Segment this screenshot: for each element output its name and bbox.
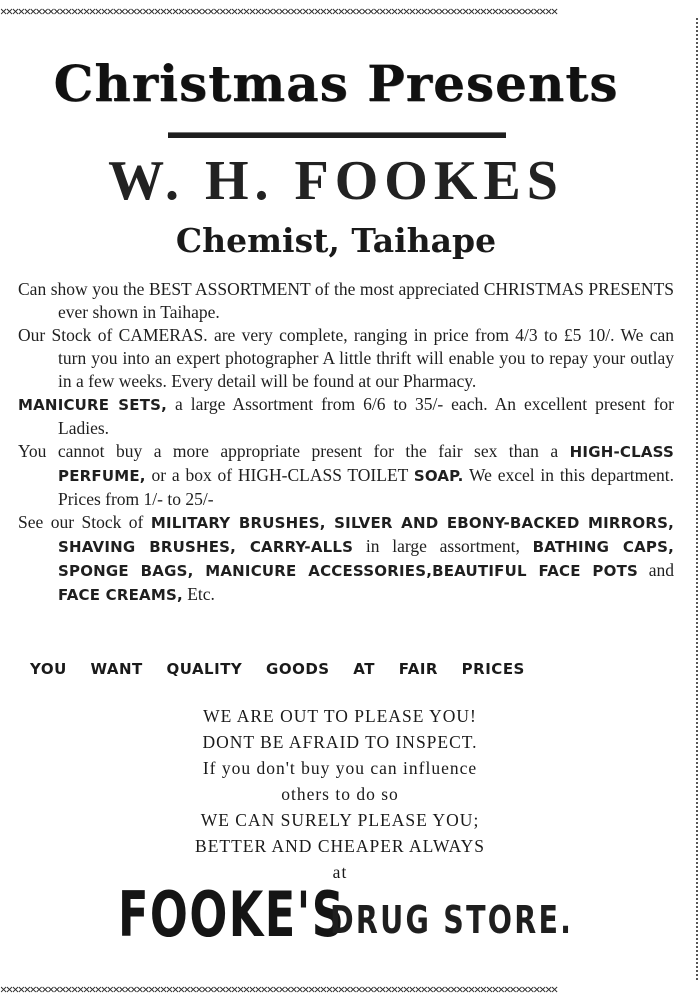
paragraph-bold-text: FACE CREAMS,: [58, 586, 183, 604]
closing-line: others to do so: [281, 784, 399, 804]
paragraph-text: or a box of HIGH-CLASS TOILET: [145, 465, 414, 485]
closing-line: at: [332, 862, 348, 882]
paragraph-text: Our Stock of: [18, 325, 119, 345]
closing-block: [0, 703, 680, 885]
paragraph-text: and: [638, 560, 674, 580]
top-border: ✕✕✕✕✕✕✕✕✕✕✕✕✕✕✕✕✕✕✕✕✕✕✕✕✕✕✕✕✕✕✕✕✕✕✕✕✕✕✕✕✕✕✕✕✕✕✕✕✕✕✕✕✕✕✕✕✕✕✕✕✕✕✕✕✕✕✕✕✕✕✕✕✕✕✕✕✕✕✕✕✕✕✕✕✕✕✕✕✕✕✕✕✕✕: [0, 4, 557, 18]
ad-body: [18, 278, 674, 607]
store-signature: [118, 878, 638, 951]
paragraph-bold-text: HIGH-CLASS PERFUME,: [58, 443, 674, 485]
paragraph-text: Etc.: [182, 584, 215, 604]
paragraph-text: CAMERAS: [118, 325, 204, 345]
headline-rule: [168, 132, 506, 138]
closing-line: If you don't buy you can influence: [202, 758, 478, 778]
headline: Christmas Presents: [53, 54, 619, 113]
paragraph-text: . are very complete, ranging in price from 4/3 to £5 10/. We can turn you into an expert photographer A little thrift will enable you to repay your outlay in a few weeks. Every detail will be found at our Pharmacy.: [58, 325, 674, 391]
paragraph-text: You cannot buy a more appropriate present for the fair sex than a: [18, 441, 570, 461]
firm-title: Chemist, Taihape: [175, 221, 497, 260]
paragraph-bold-text: MANICURE SETS,: [18, 396, 168, 414]
paragraph-bold-text: MILITARY BRUSHES, SILVER AND EBONY-BACKED MIRRORS, SHAVING BRUSHES, CARRY-ALLS: [58, 514, 674, 556]
paragraph-brushes: [18, 511, 674, 607]
slogan: YOU WANT QUALITY GOODS AT FAIR PRICES: [30, 660, 525, 678]
paragraph-perfume: [18, 440, 674, 511]
paragraph-bold-text: BATHING CAPS, SPONGE BAGS, MANICURE ACCESSORIES,BEAUTIFUL FACE POTS: [58, 538, 674, 580]
paragraph-text: Can show you the BEST ASSORTMENT of the most appreciated CHRISTMAS PRESENTS ever shown in Taihape.: [18, 279, 674, 322]
store-type: DRUG STORE.: [330, 898, 574, 942]
bottom-border: ✕✕✕✕✕✕✕✕✕✕✕✕✕✕✕✕✕✕✕✕✕✕✕✕✕✕✕✕✕✕✕✕✕✕✕✕✕✕✕✕✕✕✕✕✕✕✕✕✕✕✕✕✕✕✕✕✕✕✕✕✕✕✕✕✕✕✕✕✕✕✕✕✕✕✕✕✕✕✕✕✕✕✕✕✕✕✕✕✕✕✕✕✕✕: [0, 982, 557, 996]
store-name: FOOKE'S: [118, 878, 346, 951]
paragraph-text: in large assortment,: [353, 536, 533, 556]
firm-name: W. H. FOOKES: [108, 150, 564, 212]
closing-line: WE ARE OUT TO PLEASE YOU!: [203, 706, 477, 726]
paragraph-assortment: [18, 278, 674, 324]
paragraph-text: See our Stock of: [18, 512, 151, 532]
closing-line: WE CAN SURELY PLEASE YOU;: [200, 810, 480, 830]
paragraph-text: We excel in this department. Prices from 1/- to 25/-: [58, 465, 675, 509]
paragraph-text: a large Assortment from 6/6 to 35/- each. An excellent present for Ladies.: [58, 394, 674, 438]
paragraph-manicure: [18, 393, 674, 440]
paragraph-bold-text: SOAP.: [413, 467, 464, 485]
paragraph-cameras: [18, 324, 674, 393]
closing-line: DONT BE AFRAID TO INSPECT.: [202, 732, 478, 752]
closing-line: BETTER AND CHEAPER ALWAYS: [195, 836, 485, 856]
